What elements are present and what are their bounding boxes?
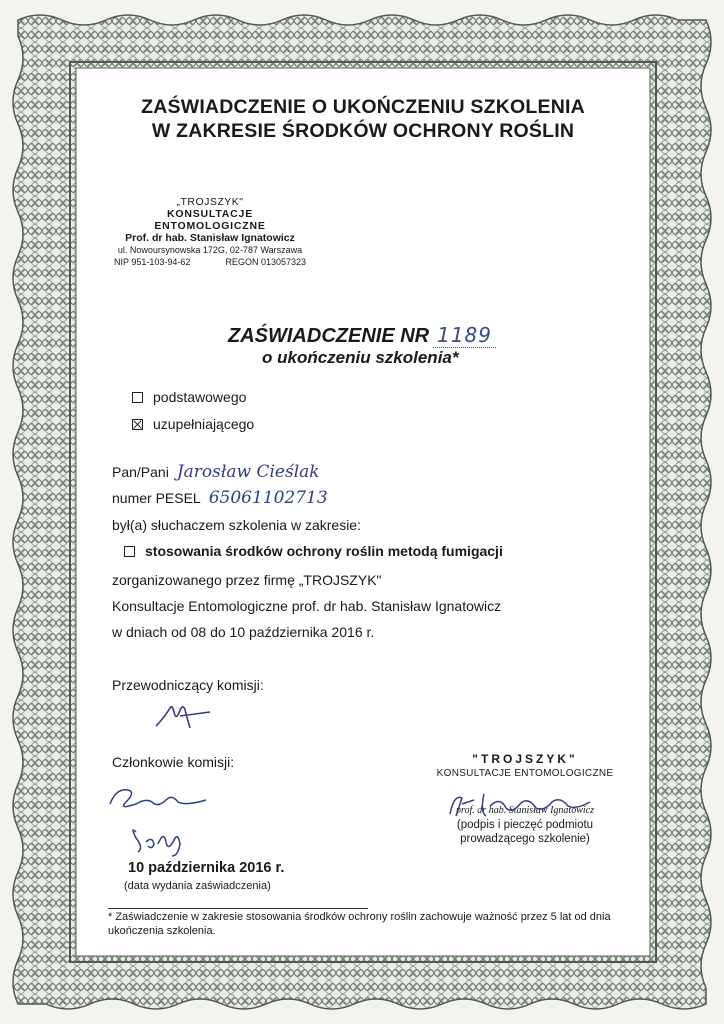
- attended-text: był(a) słuchaczem szkolenia w zakresie:: [112, 517, 361, 533]
- footnote: * Zaświadczenie w zakresie stosowania środków ochrony roślin zachowuje ważność przez 5 lat od dnia ukończenia szkolenia.: [108, 911, 611, 937]
- name-value: Jarosław Cieślak: [176, 462, 320, 482]
- organizer-text: Konsultacje Entomologiczne prof. dr hab. Stanisław Ignatowicz: [112, 598, 502, 614]
- pesel-value: 65061102713: [208, 488, 328, 508]
- organized-text: zorganizowanego przez firmę „TROJSZYK": [112, 572, 382, 588]
- members-label: Członkowie komisji:: [112, 754, 235, 770]
- stamp-caption: (podpis i pieczęć podmiotu prowadzącego szkolenie): [456, 819, 594, 845]
- certificate-label: ZAŚWIADCZENIE NR: [228, 325, 430, 347]
- certificate-number: 1189: [433, 323, 496, 348]
- issue-date-note: (data wydania zaświadczenia): [124, 880, 271, 892]
- stamp-company: KONSULTACJE ENTOMOLOGICZNE: [436, 768, 614, 779]
- issuer-stamp: [110, 196, 310, 268]
- document-title-line1: ZAŚWIADCZENIE O UKOŃCZENIU SZKOLENIA: [141, 96, 585, 118]
- stamp-signer: prof. dr hab. Stanisław Ignatowicz: [456, 805, 594, 816]
- issuer-owner: Prof. dr hab. Stanisław Ignatowicz: [125, 232, 295, 244]
- document-title-line2: W ZAKRESIE ŚRODKÓW OCHRONY ROŚLIN: [151, 120, 575, 142]
- certificate-subtitle: o ukończeniu szkolenia*: [262, 348, 459, 367]
- organizer-signature: [440, 786, 610, 820]
- training-scope-label: stosowania środków ochrony roślin metodą fumigacji: [145, 543, 503, 559]
- footnote-divider: [108, 908, 368, 909]
- name-line: [112, 462, 320, 482]
- option-supplementary-label: uzupełniającego: [153, 416, 255, 432]
- checkbox-checked-icon[interactable]: [132, 419, 143, 430]
- issuer-name: „TROJSZYK": [176, 196, 244, 208]
- stamp-name: "TROJSZYK": [472, 752, 578, 766]
- member-signature-1: [106, 780, 216, 814]
- issue-date: 10 października 2016 r.: [128, 860, 285, 876]
- issuer-address: ul. Nowoursynowska 172G, 02-787 Warszawa: [117, 245, 303, 255]
- chair-signature: [150, 700, 220, 732]
- option-supplementary[interactable]: [132, 416, 254, 432]
- certificate-number-line: [228, 323, 496, 348]
- pesel-label: numer PESEL: [112, 490, 201, 506]
- dates-text: w dniach od 08 do 10 października 2016 r.: [112, 624, 375, 640]
- issuer-nip: NIP 951-103-94-62: [114, 257, 191, 267]
- checkbox-unchecked-icon[interactable]: [132, 392, 143, 403]
- member-signature-2: [128, 822, 198, 858]
- chair-label: Przewodniczący komisji:: [112, 677, 264, 693]
- checkbox-unchecked-icon[interactable]: [124, 546, 135, 557]
- issuer-regon: REGON 013057323: [225, 257, 306, 267]
- name-label: Pan/Pani: [112, 464, 169, 480]
- pesel-line: [112, 488, 328, 508]
- training-scope: [124, 543, 503, 559]
- option-basic[interactable]: [132, 389, 246, 405]
- issuer-company: KONSULTACJE ENTOMOLOGICZNE: [154, 208, 266, 232]
- option-basic-label: podstawowego: [153, 389, 247, 405]
